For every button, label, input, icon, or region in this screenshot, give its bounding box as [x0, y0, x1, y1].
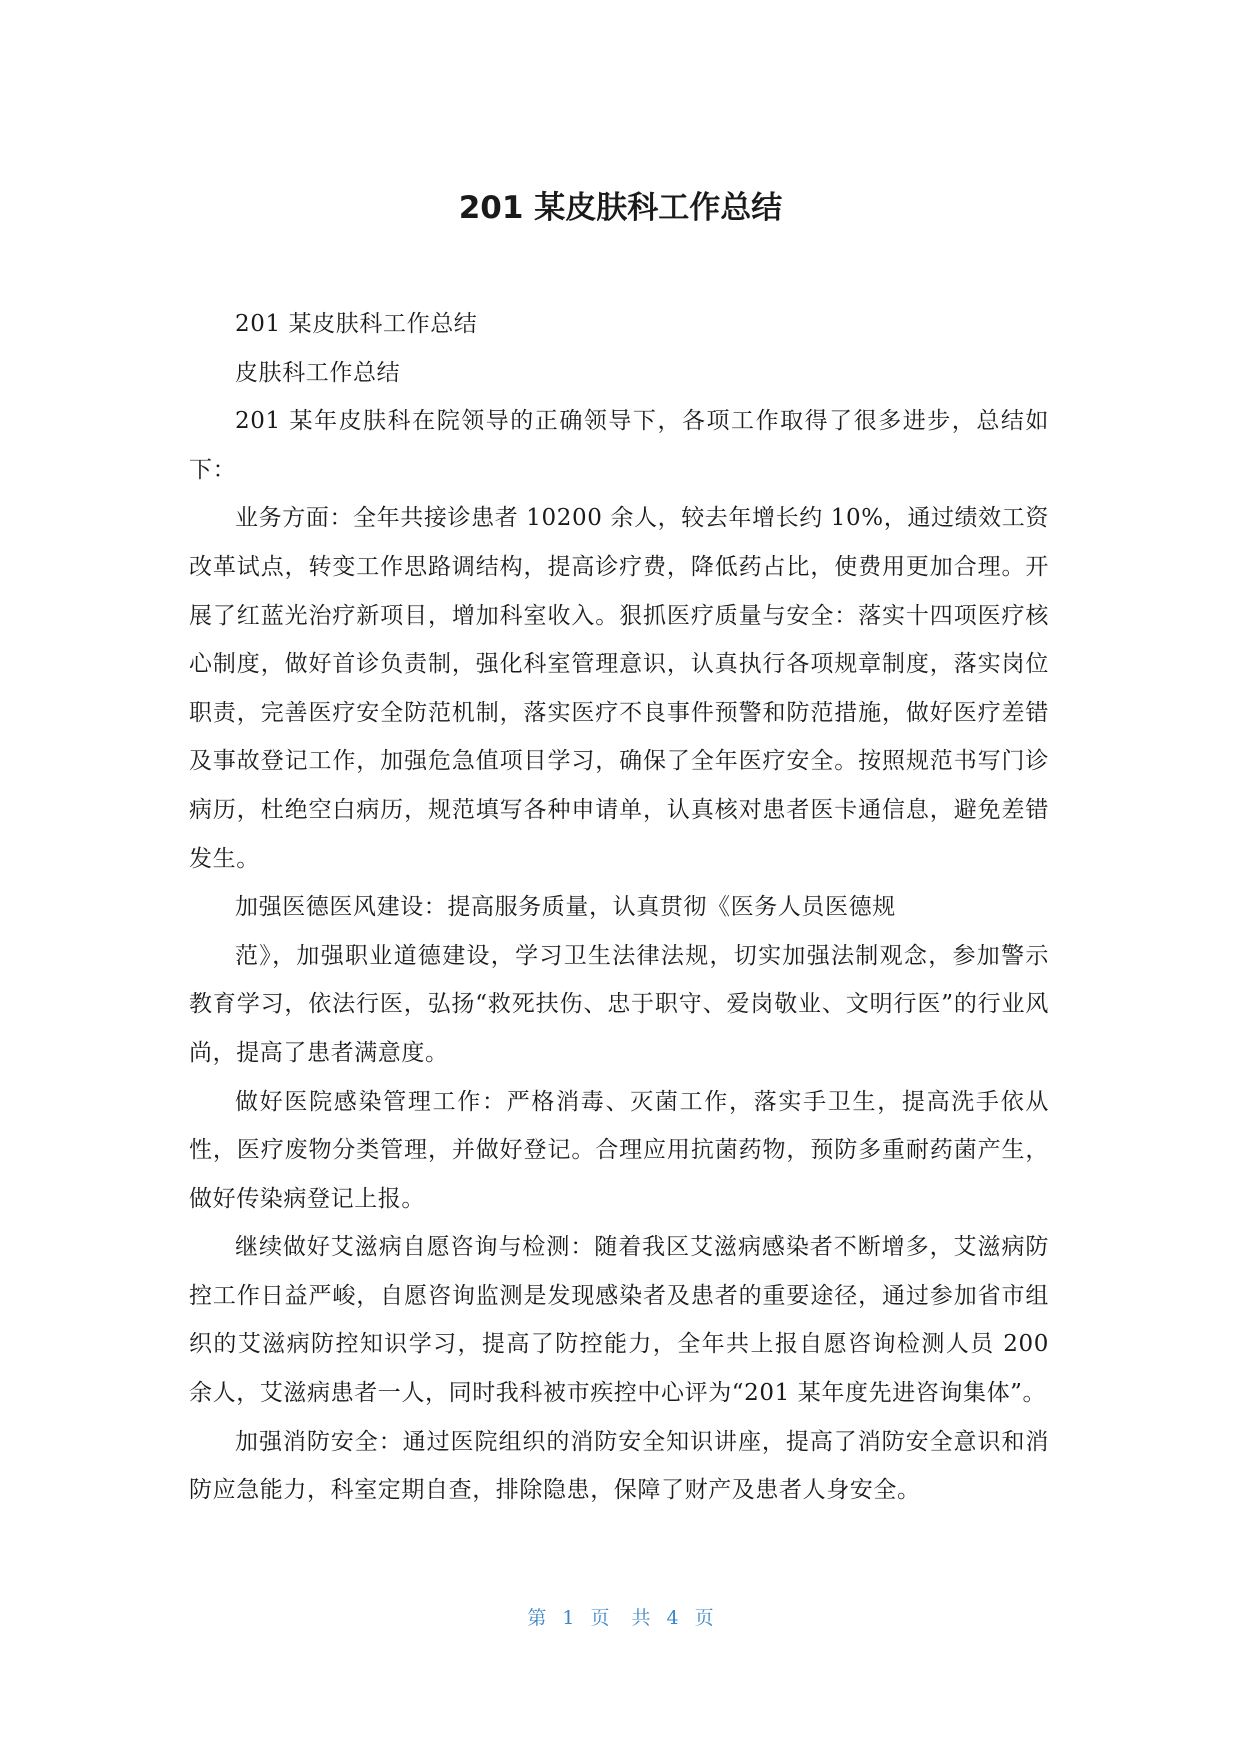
footer-total-pages: 4	[666, 1607, 679, 1629]
paragraph-business: 业务方面：全年共接诊患者 10200 余人，较去年增长约 10%，通过绩效工资改革试点，转变工作思路调结构，提高诊疗费，降低药占比，使费用更加合理。开展了红蓝光治疗新项目，增加科室收入。狠抓医疗质量与安全：落实十四项医疗核心制度，做好首诊负责制，强化科室管理意识，认真执行各项规章制度，落实岗位职责，完善医疗安全防范机制，落实医疗不良事件预警和防范措施，做好医疗差错及事故登记工作，加强危急值项目学习，确保了全年医疗安全。按照规范书写门诊病历，杜绝空白病历，规范填写各种申请单，认真核对患者医卡通信息，避免差错发生。	[189, 505, 1049, 872]
paragraph-intro: 201 某年皮肤科在院领导的正确领导下，各项工作取得了很多进步，总结如下：	[189, 408, 1049, 483]
document-body	[189, 300, 1049, 1515]
footer-current-page: 1	[562, 1607, 575, 1629]
footer-suffix: 页	[694, 1607, 714, 1629]
paragraph-aids-counseling: 继续做好艾滋病自愿咨询与检测：随着我区艾滋病感染者不断增多，艾滋病防控工作日益严峻，自愿咨询监测是发现感染者及患者的重要途径，通过参加省市组织的艾滋病防控知识学习，提高了防控能力，全年共上报自愿咨询检测人员 200 余人，艾滋病患者一人，同时我科被市疾控中心评为“201 某年度先进咨询集体”。	[189, 1234, 1049, 1407]
footer-mid: 页 共	[590, 1607, 651, 1629]
paragraph-ethics-start: 加强医德医风建设：提高服务质量，认真贯彻《医务人员医德规	[235, 894, 896, 921]
paragraph-infection-control: 做好医院感染管理工作：严格消毒、灭菌工作，落实手卫生，提高洗手依从性，医疗废物分类管理，并做好登记。合理应用抗菌药物，预防多重耐药菌产生，做好传染病登记上报。	[189, 1088, 1049, 1212]
paragraph-heading: 皮肤科工作总结	[235, 359, 401, 386]
paragraph-subtitle: 201 某皮肤科工作总结	[235, 311, 478, 337]
page-footer	[0, 1605, 1241, 1631]
footer-prefix: 第	[527, 1607, 547, 1629]
paragraph-fire-safety: 加强消防安全：通过医院组织的消防安全知识讲座，提高了消防安全意识和消防应急能力，科室定期自查，排除隐患，保障了财产及患者人身安全。	[189, 1428, 1049, 1504]
paragraph-ethics-continued: 范》，加强职业道德建设，学习卫生法律法规，切实加强法制观念，参加警示教育学习，依法行医，弘扬“救死扶伤、忠于职守、爱岗敬业、文明行医”的行业风尚，提高了患者满意度。	[189, 942, 1049, 1066]
document-title: 201 某皮肤科工作总结	[458, 190, 783, 226]
